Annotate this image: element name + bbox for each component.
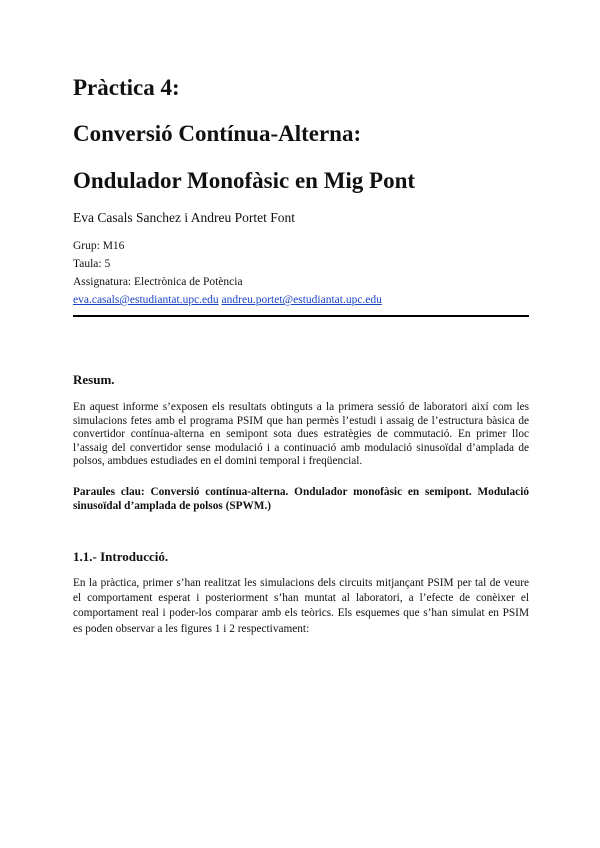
keywords-paragraph: Paraules clau: Conversió contínua-alterna. Ondulador monofàsic en semipont. Modulació sinusoïdal d’amplada de polsos (SPWM.)	[73, 486, 529, 512]
header-divider	[73, 315, 529, 317]
authors: Eva Casals Sanchez i Andreu Portet Font	[73, 210, 295, 225]
abstract-heading: Resum.	[73, 372, 115, 387]
email-link-andreu[interactable]: andreu.portet@estudiantat.upc.edu	[221, 294, 382, 306]
email-links	[73, 291, 382, 309]
document-title-line-3: Ondulador Monofàsic en Mig Pont	[73, 168, 416, 193]
email-link-eva[interactable]: eva.casals@estudiantat.upc.edu	[73, 294, 219, 306]
subject-info: Assignatura: Electrònica de Potència	[73, 276, 243, 288]
introduction-paragraph: En la pràctica, primer s’han realitzat les simulacions dels circuits mitjançant PSIM per tal de veure el comportament esperat i posteriorment s’han muntat al laboratori, a l’efecte de conèixer el comportament real i poder-los comparar amb els teòrics. Els esquemes que s’han simulat en PSIM es poden observar a les figures 1 i 2 respectivament:	[73, 577, 529, 635]
document-title-line-2: Conversió Contínua-Alterna:	[73, 121, 362, 146]
abstract-paragraph: En aquest informe s’exposen els resultats obtinguts a la primera sessió de laboratori així com les simulacions fetes amb el programa PSIM que han permès l’estudi i assaig de l’estructura bàsica de convertidor contínua-alterna en semipont sota dues estratègies de commutació. En primer lloc l’assaig del convertidor sense modulació i a continuació amb modulació sinusoïdal d’amplada de polsos, ambdues estudiades en el domini temporal i freqüencial.	[73, 401, 529, 468]
introduction-heading: 1.1.- Introducció.	[73, 549, 169, 564]
document-title-line-1: Pràctica 4:	[73, 75, 180, 100]
group-info: Grup: M16	[73, 240, 125, 252]
table-info: Taula: 5	[73, 258, 111, 270]
